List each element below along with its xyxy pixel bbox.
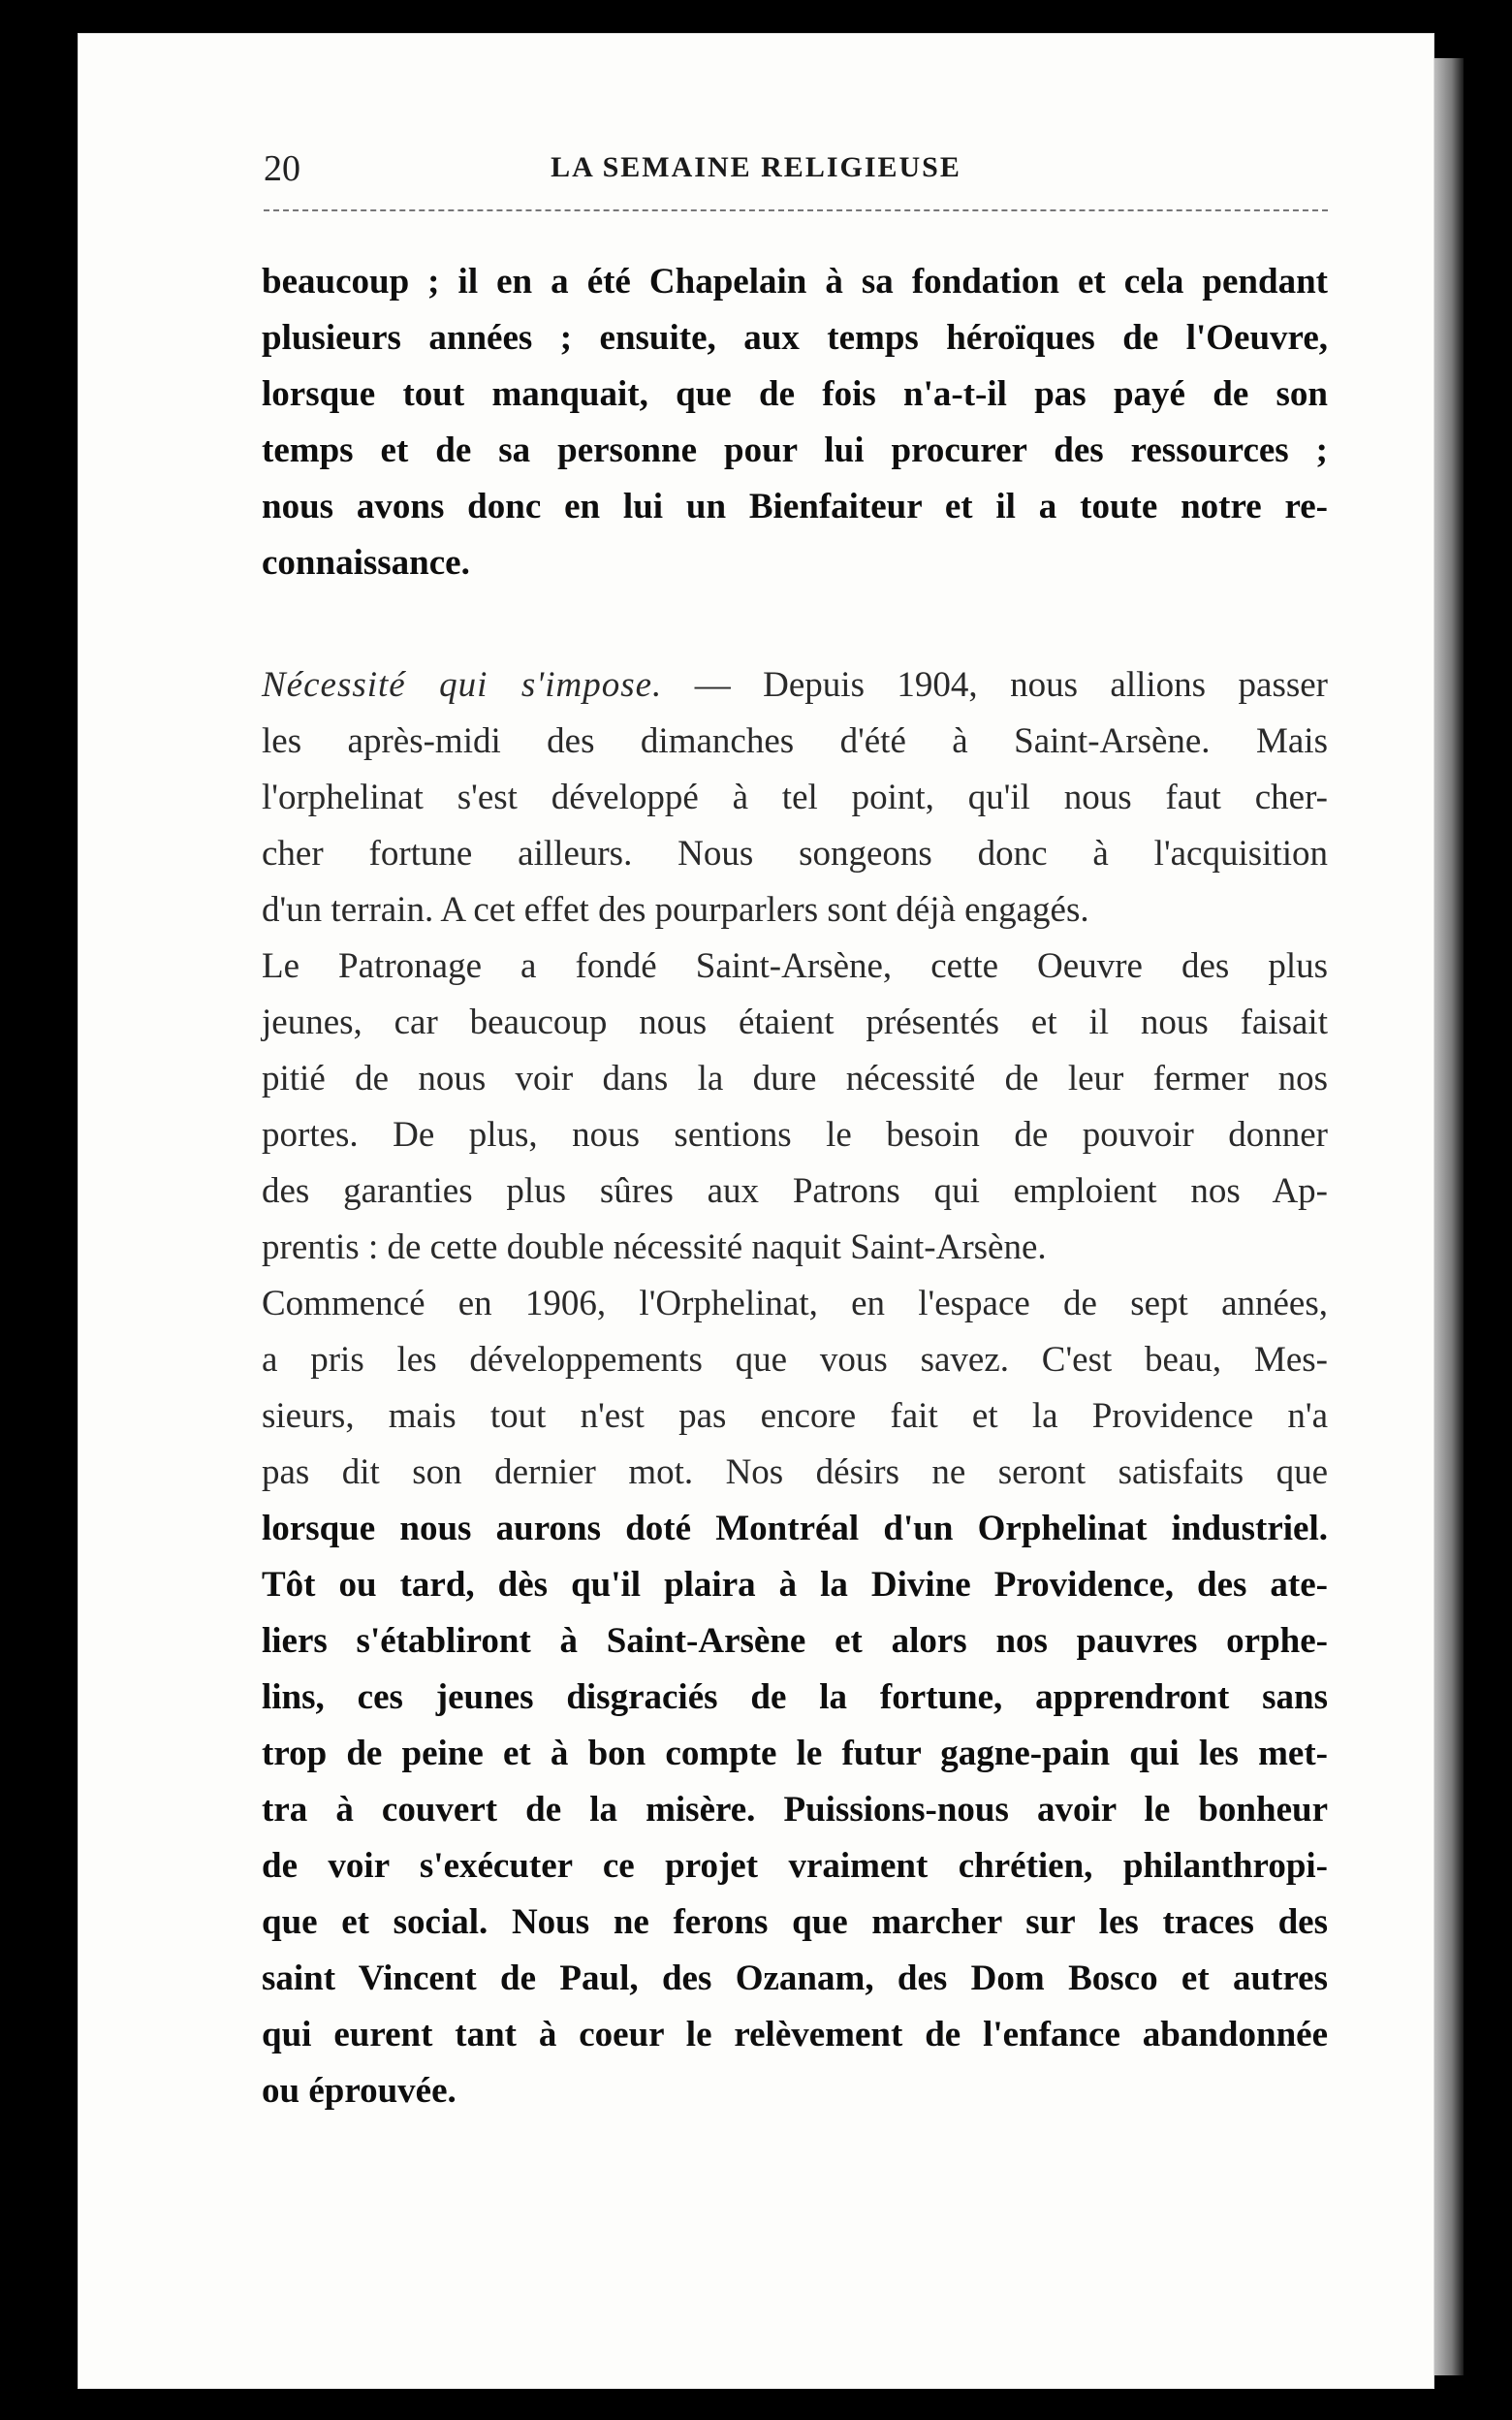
- text-line: sieurs, mais tout n'est pas encore fait et la Providence n'a: [262, 1396, 1328, 1436]
- text-line: qui eurent tant à coeur le relèvement de l'enfance abandonnée: [262, 2015, 1328, 2054]
- paragraph-gap: [262, 591, 1328, 657]
- text-line: cher fortune ailleurs. Nous songeons donc à l'acquisition: [262, 834, 1328, 874]
- text-line: lorsque tout manquait, que de fois n'a-t-il pas payé de son: [262, 374, 1328, 414]
- text-line-rest: — Depuis 1904, nous allions passer: [662, 665, 1328, 705]
- text-line: portes. De plus, nous sentions le besoin de pouvoir donner: [262, 1115, 1328, 1155]
- text-line: des garanties plus sûres aux Patrons qui emploient nos Ap-: [262, 1171, 1328, 1211]
- text-line: Tôt ou tard, dès qu'il plaira à la Divine Providence, des ate-: [262, 1565, 1328, 1605]
- running-title: LA SEMAINE RELIGIEUSE: [551, 151, 961, 183]
- text-line: a pris les développements que vous savez. C'est beau, Mes-: [262, 1340, 1328, 1380]
- text-line: les après-midi des dimanches d'été à Saint-Arsène. Mais: [262, 721, 1328, 761]
- paragraph-1: [262, 254, 1328, 591]
- text-line: jeunes, car beaucoup nous étaient présentés et il nous faisait: [262, 1003, 1328, 1042]
- paragraph-4-body: [262, 1501, 1328, 2119]
- section-lead: Nécessité qui s'impose.: [262, 665, 663, 705]
- text-line: lins, ces jeunes disgraciés de la fortune, apprendront sans: [262, 1677, 1328, 1717]
- text-line: liers s'établiront à Saint-Arsène et alors nos pauvres orphe-: [262, 1621, 1328, 1661]
- body-text: [262, 254, 1328, 2119]
- text-line: l'orphelinat s'est développé à tel point, qu'il nous faut cher-: [262, 778, 1328, 817]
- text-line: lorsque nous aurons doté Montréal d'un Orphelinat industriel.: [262, 1509, 1328, 1548]
- text-line: temps et de sa personne pour lui procurer des ressources ;: [262, 430, 1328, 470]
- text-line: prentis : de cette double nécessité naquit Saint-Arsène.: [262, 1227, 1047, 1267]
- text-line: que et social. Nous ne ferons que marcher sur les traces des: [262, 1902, 1328, 1942]
- text-line: Le Patronage a fondé Saint-Arsène, cette Oeuvre des plus: [262, 946, 1328, 986]
- text-line: trop de peine et à bon compte le futur gagne-pain qui les met-: [262, 1734, 1328, 1773]
- page-edge-shadow: [1434, 58, 1464, 2375]
- text-line: tra à couvert de la misère. Puissions-nous avoir le bonheur: [262, 1790, 1328, 1830]
- text-line: nous avons donc en lui un Bienfaiteur et il a toute notre re-: [262, 487, 1328, 526]
- text-line: Commencé en 1906, l'Orphelinat, en l'espace de sept années,: [262, 1284, 1328, 1323]
- paragraph-3: [262, 939, 1328, 1276]
- text-line: saint Vincent de Paul, des Ozanam, des Dom Bosco et autres: [262, 1958, 1328, 1998]
- text-line: plusieurs années ; ensuite, aux temps héroïques de l'Oeuvre,: [262, 318, 1328, 358]
- page-number: 20: [264, 148, 300, 189]
- paragraph-4-intro: [262, 1276, 1328, 1501]
- text-line: ou éprouvée.: [262, 2071, 457, 2111]
- text-line: beaucoup ; il en a été Chapelain à sa fondation et cela pendant: [262, 262, 1328, 302]
- text-line: [262, 657, 1328, 714]
- page-header: [184, 145, 1328, 204]
- header-rule: [264, 209, 1328, 211]
- text-line: connaissance.: [262, 543, 470, 583]
- text-line: pitié de nous voir dans la dure nécessité de leur fermer nos: [262, 1059, 1328, 1099]
- paragraph-2: [262, 657, 1328, 939]
- text-line: d'un terrain. A cet effet des pourparlers sont déjà engagés.: [262, 890, 1089, 930]
- text-line: pas dit son dernier mot. Nos désirs ne seront satisfaits que: [262, 1452, 1328, 1492]
- text-line: de voir s'exécuter ce projet vraiment chrétien, philanthropi-: [262, 1846, 1328, 1886]
